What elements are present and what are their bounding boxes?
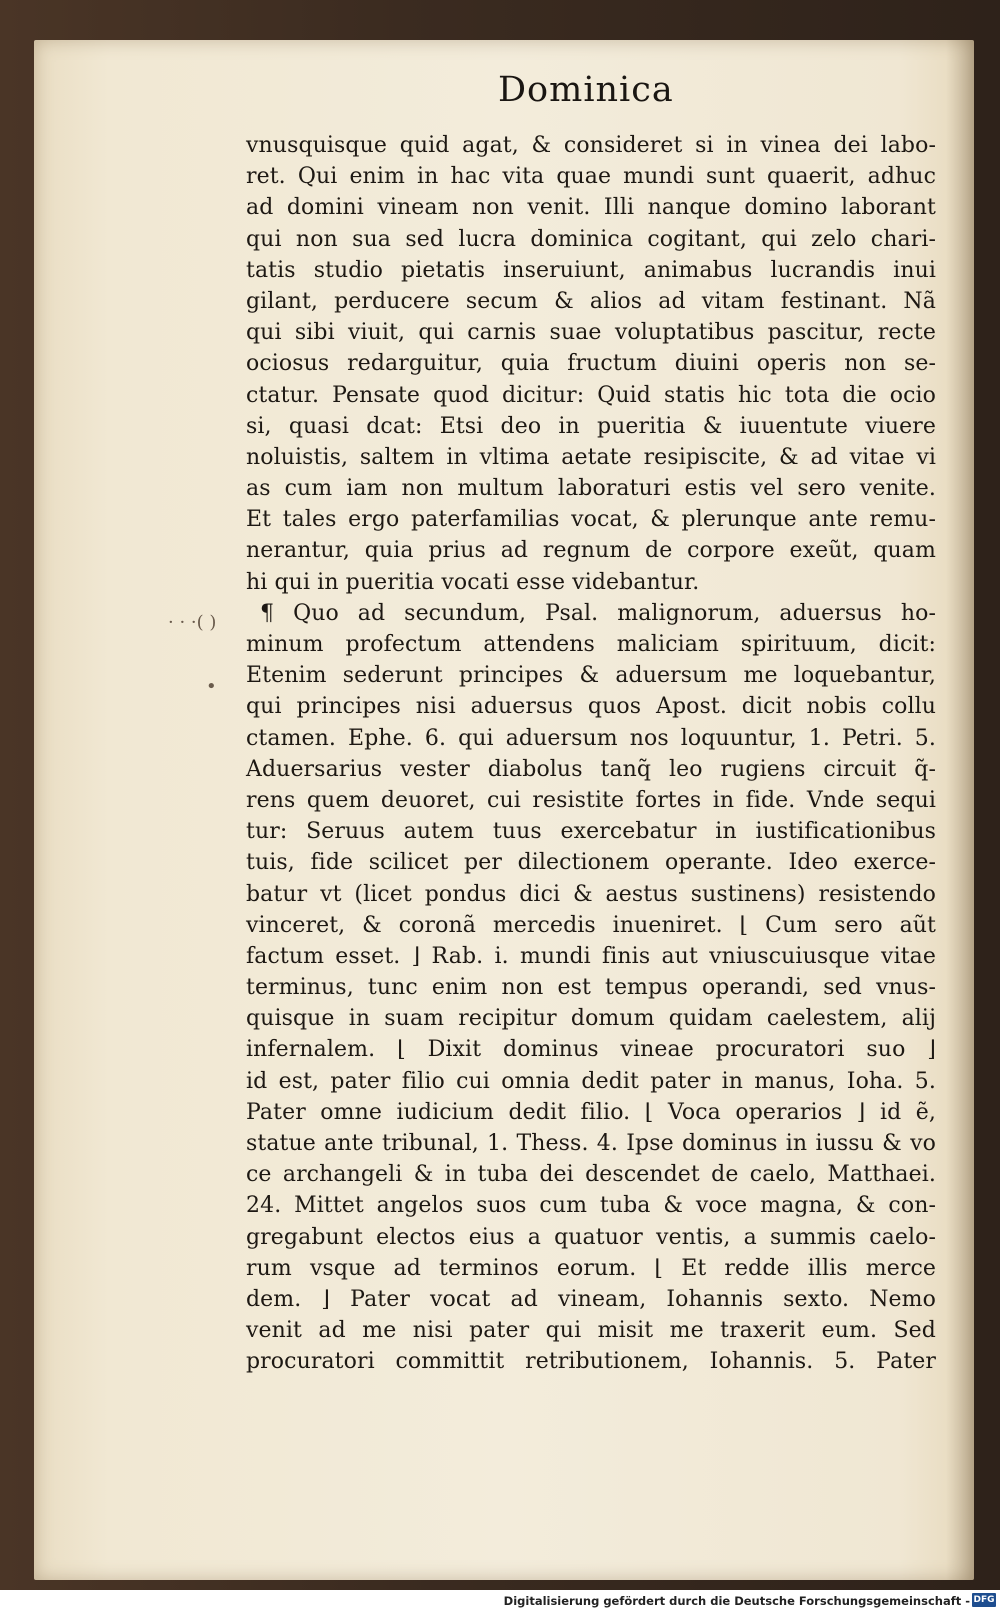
text-line: qui sibi viuit, qui carnis suae voluptatibus pascitur, recte — [246, 320, 936, 346]
text-line: Et tales ergo paterfamilias vocat, & plerunque ante remu- — [246, 507, 936, 533]
text-line: terminus, tunc enim non est tempus operandi, sed vnus- — [246, 975, 936, 1001]
text-line: tuis, fide scilicet per dilectionem operante. Ideo exerce- — [246, 850, 936, 876]
text-line: ctatur. Pensate quod dicitur: Quid statis hic tota die ocio — [246, 382, 936, 408]
running-head: Dominica — [498, 70, 674, 110]
text-line: vinceret, & coronã mercedis inueniret. ⌊ Cum sero aũt — [246, 912, 936, 938]
margin-dot: • — [206, 676, 217, 697]
page-gutter-shadow — [946, 40, 974, 1580]
text-line: tatis studio pietatis inseruiunt, animabus lucrandis inui — [246, 257, 936, 283]
text-line: noluistis, saltem in vltima aetate resipiscite, & ad vitae vi — [246, 444, 936, 470]
text-line: statue ante tribunal, 1. Thess. 4. Ipse dominus in iussu & vo — [246, 1131, 936, 1156]
text-line: qui non sua sed lucra dominica cogitant, qui zelo chari- — [246, 226, 936, 252]
text-line: rum vsque ad terminos eorum. ⌊ Et redde illis merce — [246, 1255, 936, 1281]
text-line: as cum iam non multum laboraturi estis vel sero venite. — [246, 476, 936, 502]
dfg-logo: DFG — [973, 1595, 995, 1605]
margin-annotation-mark: · · ·( ) — [168, 612, 217, 633]
text-line: rens quem deuoret, cui resistite fortes in fide. Vnde sequi — [246, 787, 936, 813]
text-line: ¶ Quo ad secundum, Psal. malignorum, aduersus ho- — [260, 600, 936, 626]
text-line: infernalem. ⌊ Dixit dominus vineae procuratori suo ⌋ — [246, 1037, 936, 1063]
text-line: quisque in suam recipitur domum quidam caelestem, alij — [246, 1006, 936, 1032]
text-line: si, quasi dcat: Etsi deo in pueritia & iuuentute viuere — [246, 413, 936, 439]
digitization-footer — [0, 1590, 1000, 1615]
text-line: venit ad me nisi pater qui misit me traxerit eum. Sed — [246, 1318, 936, 1344]
text-line: tur: Seruus autem tuus exercebatur in iustificationibus — [246, 819, 936, 845]
text-line: gilant, perducere secum & alios ad vitam festinant. Nã — [246, 288, 936, 314]
text-line: 24. Mittet angelos suos cum tuba & voce magna, & con- — [246, 1193, 936, 1219]
text-line: procuratori committit retributionem, Iohannis. 5. Pater — [246, 1349, 936, 1375]
text-line: Pater omne iudicium dedit filio. ⌊ Voca operarios ⌋ id ẽ, — [246, 1099, 936, 1125]
funding-credit: Digitalisierung gefördert durch die Deutsche Forschungsgemeinschaft - — [503, 1594, 970, 1608]
text-line: factum esset. ⌋ Rab. i. mundi finis aut vniuscuiusque vitae — [246, 943, 936, 969]
text-line: dem. ⌋ Pater vocat ad vineam, Iohannis sexto. Nemo — [246, 1286, 936, 1312]
text-line: vnusquisque quid agat, & consideret si in vinea dei labo- — [246, 133, 936, 158]
text-line: ret. Qui enim in hac vita quae mundi sunt quaerit, adhuc — [246, 164, 936, 190]
text-line: batur vt (licet pondus dici & aestus sustinens) resistendo — [246, 881, 936, 907]
text-line: ociosus redarguitur, quia fructum diuini operis non se- — [246, 351, 936, 377]
text-line: qui principes nisi aduersus quos Apost. dicit nobis collu — [246, 694, 936, 720]
text-line: Etenim sederunt principes & aduersum me loquebantur, — [246, 663, 936, 689]
text-line: gregabunt electos eius a quatuor ventis, a summis caelo- — [246, 1224, 936, 1250]
text-line: minum profectum attendens maliciam spirituum, dicit: — [246, 632, 936, 657]
text-line: ad domini vineam non venit. Illi nanque domino laborant — [246, 195, 936, 221]
main-text-block — [246, 130, 936, 1378]
text-line: id est, pater filio cui omnia dedit pater in manus, Ioha. 5. — [246, 1068, 936, 1094]
text-line: ctamen. Ephe. 6. qui aduersum nos loquuntur, 1. Petri. 5. — [246, 725, 936, 751]
text-line: Aduersarius vester diabolus tanq̃ leo rugiens circuit q̃- — [246, 756, 936, 782]
text-line: nerantur, quia prius ad regnum de corpore exeũt, quam — [246, 538, 936, 564]
text-line: ce archangeli & in tuba dei descendet de caelo, Matthaei. — [246, 1162, 936, 1188]
text-line: hi qui in pueritia vocati esse videbantur. — [246, 569, 700, 595]
